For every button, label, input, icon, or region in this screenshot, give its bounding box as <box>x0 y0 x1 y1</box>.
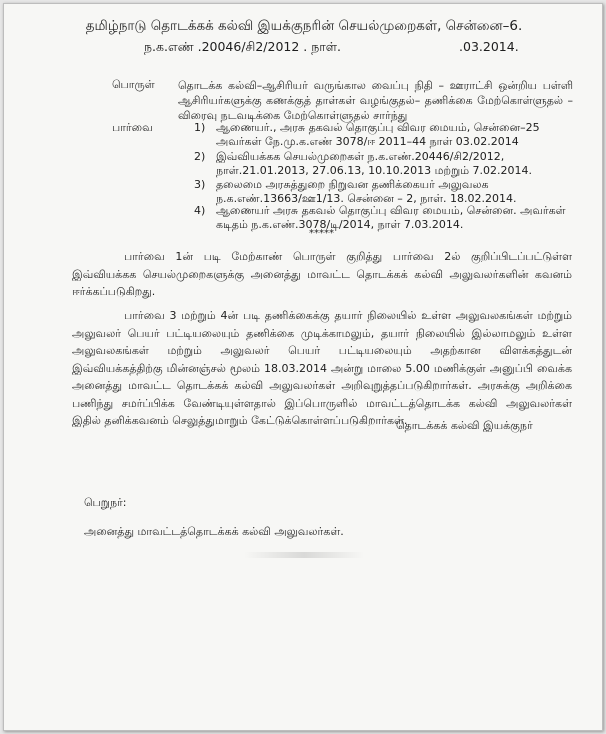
document-title: தமிழ்நாடு தொடக்கக் கல்வி இயக்குநரின் செயல்முறைகள், சென்னை–6. <box>85 18 523 34</box>
reference-number-line <box>144 39 519 56</box>
reference-item-2: இவ்வியக்கக செயல்முறைகள் ந.க.எண்.20446/சி2/2012, நாள்.21.01.2013, 27.06.13, 10.10.2013 மற்றும் 7.02.2014. <box>216 150 533 177</box>
reference-item-3: தலைமை அரசுத்துறை நிறுவன தணிக்கையர் அலுவலக ந.க.எண்.13663/ஊ1/13. சென்னை – 2, நாள். 18.02.2014. <box>216 178 517 205</box>
reference-number-4: 4) <box>194 204 206 217</box>
reference-number-3: 3) <box>194 178 206 191</box>
signatory-designation: தொடக்கக் கல்வி இயக்குநர் <box>396 419 533 432</box>
reference-number: ந.க.எண் .20046/சி2/2012 . நாள். <box>144 39 342 54</box>
references-label: பார்வை <box>112 121 153 134</box>
subject-label: பொருள் <box>112 78 155 91</box>
reference-number-1: 1) <box>194 121 206 134</box>
paragraph-1: பார்வை 1ன் படி மேற்காண் பொருள் குறித்து பார்வை 2ல் குறிப்பிடப்பட்டுள்ள இவ்வியக்கக செயல்முறைகளுக்கு அனைத்து மாவட்ட தொடக்கக் கல்வி அலுவலர்களின் கவனம் ஈர்க்கப்படுகிறது. <box>72 250 572 298</box>
recipient-list: அனைத்து மாவட்டத்தொடக்கக் கல்வி அலுவலர்கள். <box>84 525 344 538</box>
scan-smudge <box>244 552 364 558</box>
document-page <box>3 3 603 731</box>
document-date: .03.2014. <box>459 39 519 54</box>
separator-stars: ***** <box>309 228 334 239</box>
reference-item-1: ஆணையர்., அரசு தகவல் தொகுப்பு விவர மையம், சென்னை–25 அவர்கள் நே.மு.க.எண் 3078/ஈ 2011–44 நாள் 03.02.2014 <box>216 121 540 148</box>
paragraph-2: பார்வை 3 மற்றும் 4ன் படி தணிக்கைக்கு தயார் நிலையில் உள்ள அலுவலகங்கள் மற்றும் அலுவலர் பெயர் பட்டியலையும் தணிக்கை முடிக்காமலும், தயார் நிலையில் இல்லாமலும் உள்ள அலுவலகங்கள் மற்றும் அலுவலர் பெயர் பட்டியலையும் அதற்கான விளக்கத்துடன் இவ்வியக்கத்திற்கு மின்னஞ்சல் மூலம் 18.03.2014 அன்று மாலை 5.00 மணிக்குள் அனுப்பி வைக்க அனைத்து மாவட்ட தொடக்கக் கல்வி அலுவலர்கள் அறிவுறுத்தப்படுகிறார்கள். அரசுக்கு அறிக்கை பணிந்து சமர்ப்பிக்க வேண்டியுள்ளதால் இப்பொருளில் மாவட்டத்தொடக்க கல்வி அலுவலர்கள் இதில் தனிக்கவனம் செலுத்துமாறும் கேட்டுக்கொள்ளப்படுகிறார்கள். <box>72 309 572 427</box>
recipient-label: பெறுநர்: <box>84 496 127 509</box>
reference-number-2: 2) <box>194 150 206 163</box>
subject-text: தொடக்க கல்வி–ஆசிரியர் வருங்கால வைப்பு நிதி – ஊராட்சி ஒன்றிய பள்ளி ஆசிரியர்களுக்கு கணக்குத் தாள்கள் வழங்குதல்– தணிக்கை மேற்கொள்ளுதல் – விரைவு நடவடிக்கை மேற்கொள்ளுதல் சார்ந்து <box>178 79 573 122</box>
reference-item-4: ஆணையர் அரசு தகவல் தொகுப்பு விவர மையம், சென்னை. அவர்கள் கடிதம் ந.க.எண்.3078/டி/2014, நாள் 7.03.2014. <box>216 204 566 231</box>
